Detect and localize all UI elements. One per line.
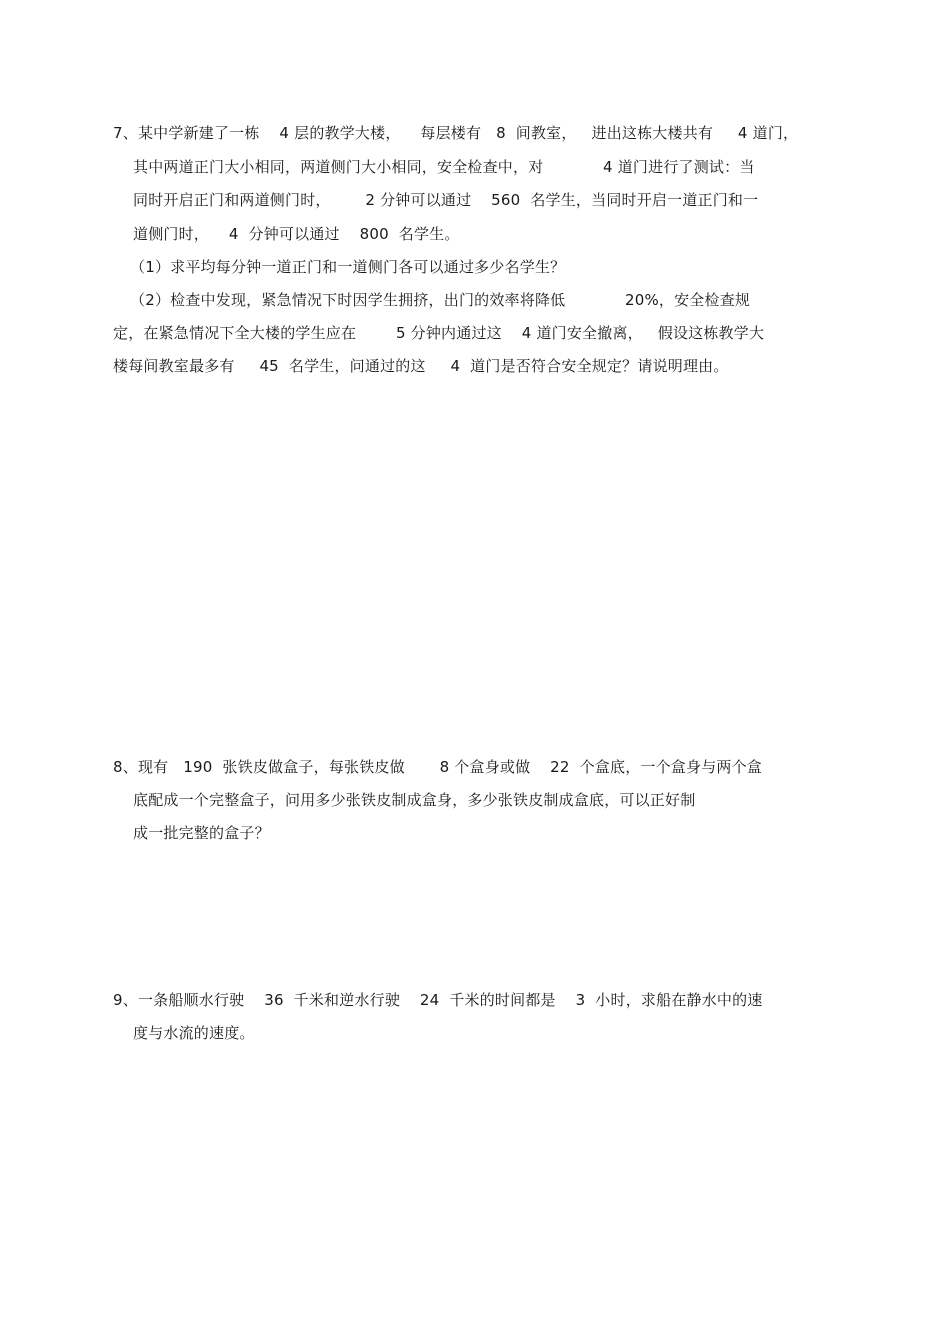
- problem-8-text-line: 底配成一个完整盒子，问用多少张铁皮制成盒身，多少张铁皮制成盒底，可以正好制: [133, 791, 696, 809]
- problem-8-text-line: 8、现有 190 张铁皮做盒子，每张铁皮做 8 个盒身或做 22 个盒底，一个盒身与两个盒: [113, 758, 763, 776]
- problem-9-text-line: 度与水流的速度。: [133, 1024, 255, 1042]
- problem-8-text-line: 成一批完整的盒子？: [133, 824, 270, 842]
- problem-7-subquestion-2-line: 定，在紧急情况下全大楼的学生应在 5 分钟内通过这 4 道门安全撤离， 假设这栋教学大: [113, 324, 765, 342]
- problem-7-text-line: 道侧门时， 4 分钟可以通过 800 名学生。: [133, 225, 460, 243]
- problem-7-text-line: 其中两道正门大小相同，两道侧门大小相同，安全检查中，对 4 道门进行了测试：当: [133, 158, 755, 176]
- problem-9-text-line: 9、一条船顺水行驶 36 千米和逆水行驶 24 千米的时间都是 3 小时，求船在静水中的速: [113, 991, 763, 1009]
- problem-7-text-line: 7、某中学新建了一栋 4 层的教学大楼， 每层楼有 8 间教室， 进出这栋大楼共有 4 道门，: [113, 124, 799, 142]
- problem-7-subquestion-2-line: 楼每间教室最多有 45 名学生，问通过的这 4 道门是否符合安全规定？请说明理由。: [113, 357, 729, 375]
- problem-7-subquestion-1: （1）求平均每分钟一道正门和一道侧门各可以通过多少名学生？: [130, 258, 566, 276]
- problem-7-subquestion-2-line: （2）检查中发现，紧急情况下时因学生拥挤，出门的效率将降低 20%，安全检查规: [130, 291, 751, 309]
- problem-7-text-line: 同时开启正门和两道侧门时， 2 分钟可以通过 560 名学生，当同时开启一道正门和一: [133, 191, 759, 209]
